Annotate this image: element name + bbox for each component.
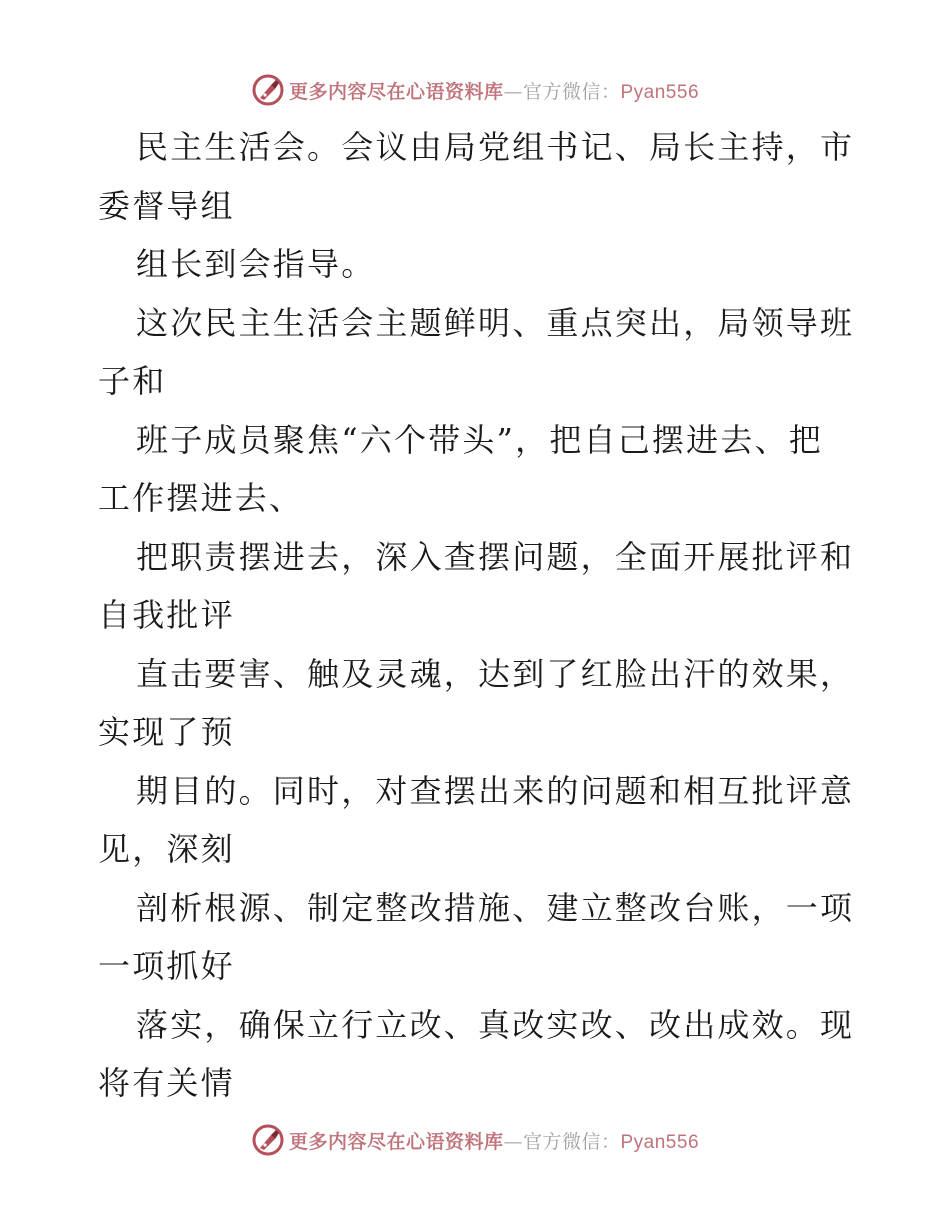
body-text-line: 见，深刻 — [98, 830, 235, 868]
body-text-line: 民主生活会。会议由局党组书记、局长主持，市 — [136, 128, 855, 166]
body-text-line: 期目的。同时，对查摆出来的问题和相互批评意 — [136, 771, 855, 810]
watermark-separator: — — [503, 80, 523, 103]
body-text-line: 子和 — [98, 362, 167, 400]
watermark-brand: 更多内容尽在心语资料库 — [288, 1130, 504, 1153]
body-text-line: 直击要害、触及灵魂，达到了红脸出汗的效果， — [136, 654, 855, 693]
body-text-line: 把职责摆进去，深入查摆问题，全面开展批评和 — [136, 537, 855, 576]
body-text-line: 落实，确保立行立改、真改实改、改出成效。现 — [136, 1005, 855, 1044]
watermark-text — [289, 1127, 699, 1154]
watermark-text — [289, 77, 699, 104]
body-text-line: 一项抓好 — [98, 947, 235, 985]
watermark-brand: 更多内容尽在心语资料库 — [288, 80, 504, 103]
body-text-line: 自我批评 — [98, 596, 235, 634]
body-text-line: 委督导组 — [98, 186, 235, 225]
watermark-label: 官方微信： — [522, 80, 621, 103]
body-text-line: 组长到会指导。 — [136, 245, 376, 283]
document-body — [98, 118, 858, 1113]
body-text-line: 实现了预 — [98, 713, 235, 751]
body-text-line: 班子成员聚焦“六个带头”，把自己摆进去、把 — [136, 420, 823, 459]
watermark-wechat-id: Pyan556 — [620, 1131, 700, 1153]
footer-watermark — [0, 1120, 950, 1160]
watermark-separator: — — [503, 1130, 523, 1153]
header-watermark — [0, 70, 950, 110]
body-text-line: 这次民主生活会主题鲜明、重点突出，局领导班 — [136, 303, 855, 342]
body-text-line: 将有关情 — [98, 1064, 235, 1102]
watermark-wechat-id: Pyan556 — [620, 81, 700, 103]
pen-nib-logo-icon — [251, 73, 285, 107]
body-text-line: 剖析根源、制定整改措施、建立整改台账，一项 — [136, 888, 855, 927]
body-text-line: 工作摆进去、 — [98, 479, 304, 517]
watermark-label: 官方微信： — [522, 1130, 621, 1153]
pen-nib-logo-icon — [251, 1123, 285, 1157]
